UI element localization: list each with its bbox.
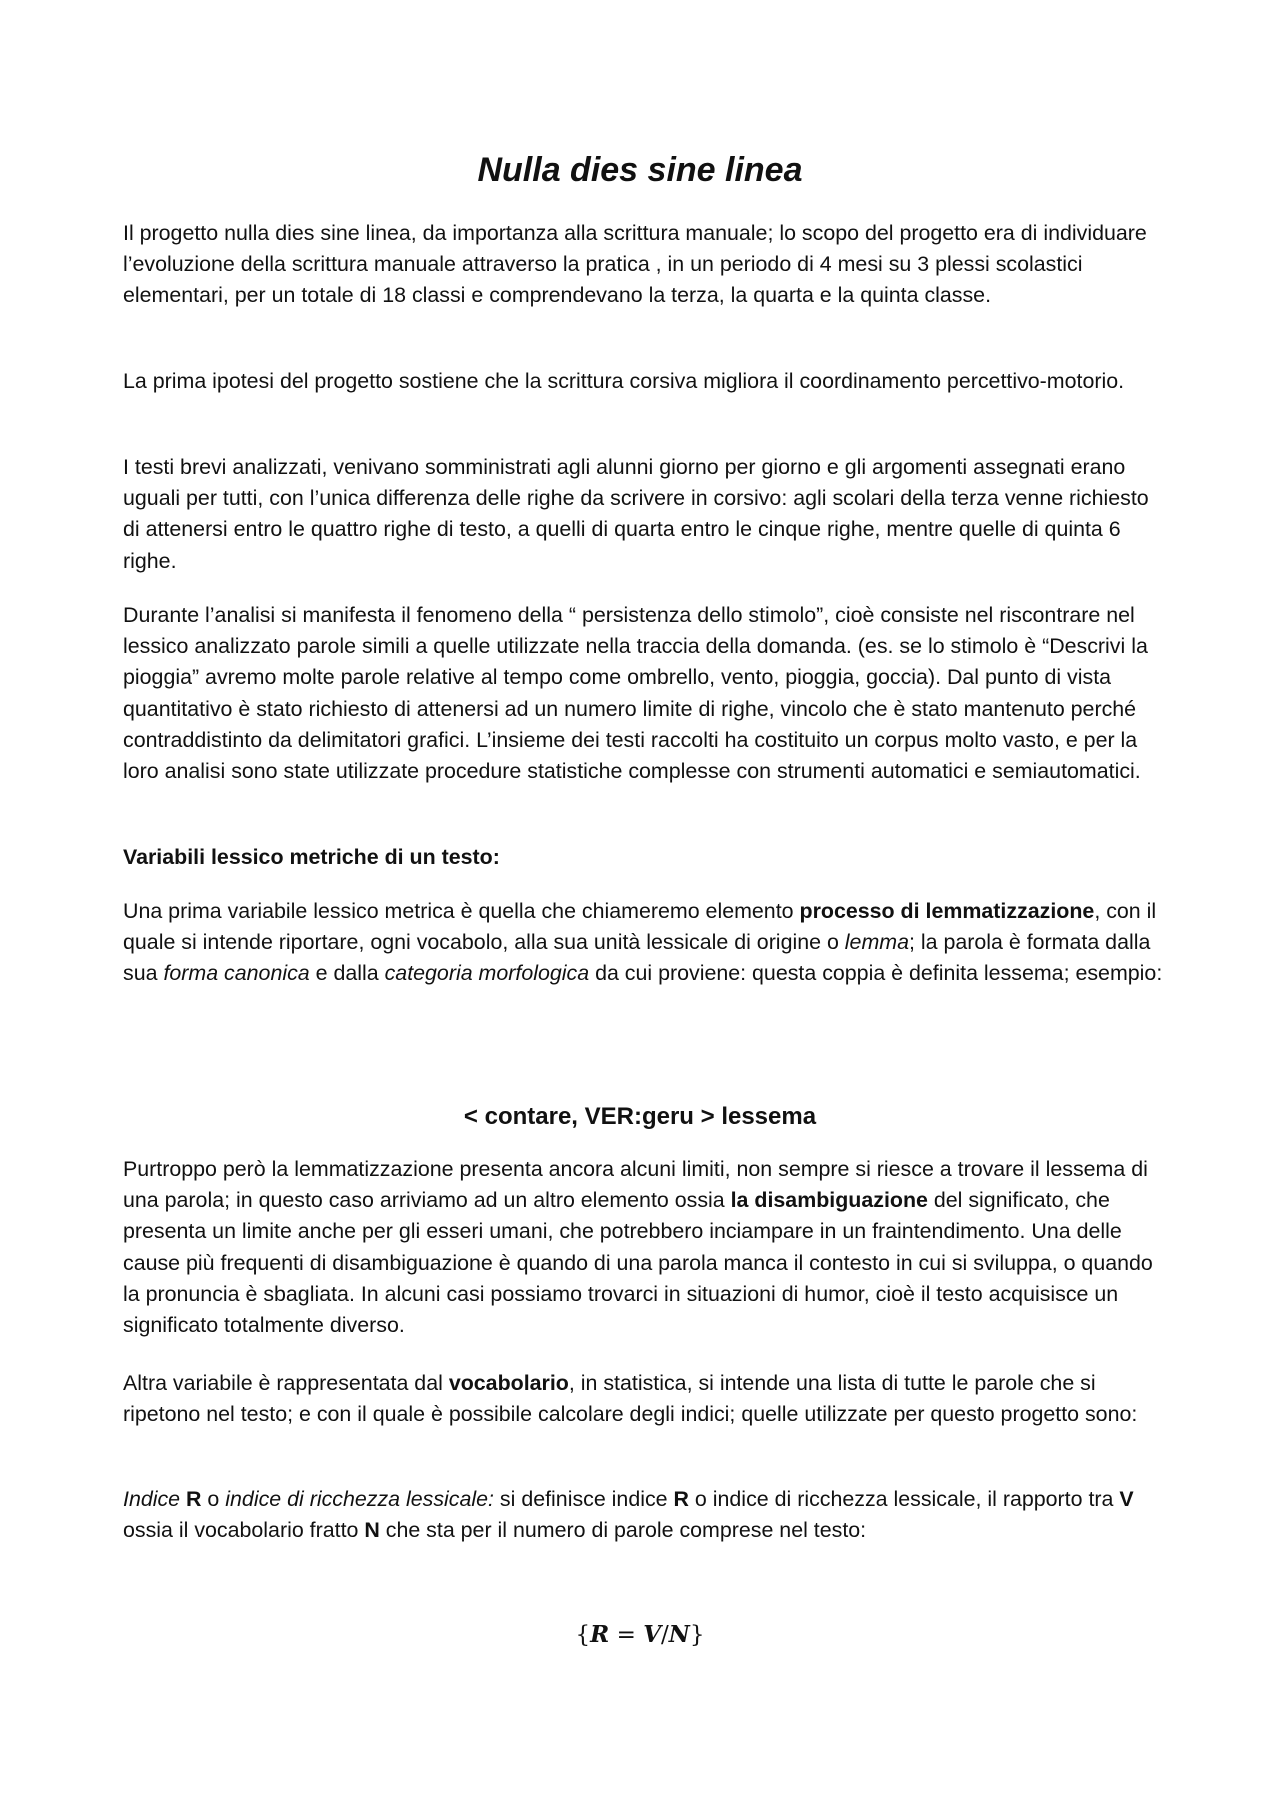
page-title: Nulla dies sine linea	[477, 151, 803, 189]
lexeme-example: < contare, VER:geru > lessema	[463, 1103, 817, 1130]
paragraph-intro: Il progetto nulla dies sine linea, da importanza alla scrittura manuale; lo scopo del progetto era di individuare l’evoluzione della scrittura manuale attraverso la pratica , in un periodo di 4 mesi su 3 plessi scolastici elementari, per un totale di 18 classi e comprendevano la terza, la quarta e la quinta classe.	[123, 221, 1147, 308]
paragraph-vocabulary: Altra variabile è rappresentata dal vocabolario, in statistica, si intende una lista di tutte le parole che si ripetono nel testo; e con il quale è possibile calcolare degli indici; quelle utilizzate per questo progetto sono:	[123, 1371, 1138, 1427]
section-heading: Variabili lessico metriche di un testo:	[123, 845, 500, 869]
paragraph-texts: I testi brevi analizzati, venivano somministrati agli alunni giorno per giorno e gli argomenti assegnati erano uguali per tutti, con l’unica differenza delle righe da scrivere in corsivo: agli scolari della terza venne richiesto di attenersi entro le quattro righe di testo, a quelli di quarta entro le cinque righe, mentre quelle di quinta 6 righe.	[123, 455, 1149, 573]
paragraph-hypothesis: La prima ipotesi del progetto sostiene che la scrittura corsiva migliora il coordinamento percettivo-motorio.	[123, 369, 1125, 393]
paragraph-disambiguation: Purtroppo però la lemmatizzazione presenta ancora alcuni limiti, non sempre si riesce a trovare il lessema di una parola; in questo caso arriviamo ad un altro elemento ossia la disambiguazione del significato, che presenta un limite anche per gli esseri umani, che potrebbero inciampare in un fraintendimento. Una delle cause più frequenti di disambiguazione è quando di una parola manca il contesto in cui si sviluppa, o quando la pronuncia è sbagliata. In alcuni casi possiamo trovarci in situazioni di humor, cioè il testo acquisisce un significato totalmente diverso.	[123, 1157, 1153, 1338]
paragraph-lemmatization: Una prima variabile lessico metrica è quella che chiameremo elemento processo di lemmatizzazione, con il quale si intende riportare, ogni vocabolo, alla sua unità lessicale di origine o lemma; la parola è formata dalla sua forma canonica e dalla categoria morfologica da cui proviene: questa coppia è definita lessema; esempio:	[123, 899, 1163, 986]
paragraph-index-r: Indice R o indice di ricchezza lessicale: si definisce indice R o indice di ricchezza lessicale, il rapporto tra V ossia il vocabolario fratto N che sta per il numero di parole comprese nel testo:	[123, 1487, 1134, 1543]
formula-r-equals-v-over-n: {R = V/N}	[575, 1621, 705, 1648]
paragraph-persistence: Durante l’analisi si manifesta il fenomeno della “ persistenza dello stimolo”, cioè consiste nel riscontrare nel lessico analizzato parole simili a quelle utilizzate nella traccia della domanda. (es. se lo stimolo è “Descrivi la pioggia” avremo molte parole relative al tempo come ombrello, vento, pioggia, goccia). Dal punto di vista quantitativo è stato richiesto di attenersi ad un numero limite di righe, vincolo che è stato mantenuto perché contraddistinto da delimitatori grafici. L’insieme dei testi raccolti ha costituito un corpus molto vasto, e per la loro analisi sono state utilizzate procedure statistiche complesse con strumenti automatici e semiautomatici.	[123, 603, 1148, 784]
